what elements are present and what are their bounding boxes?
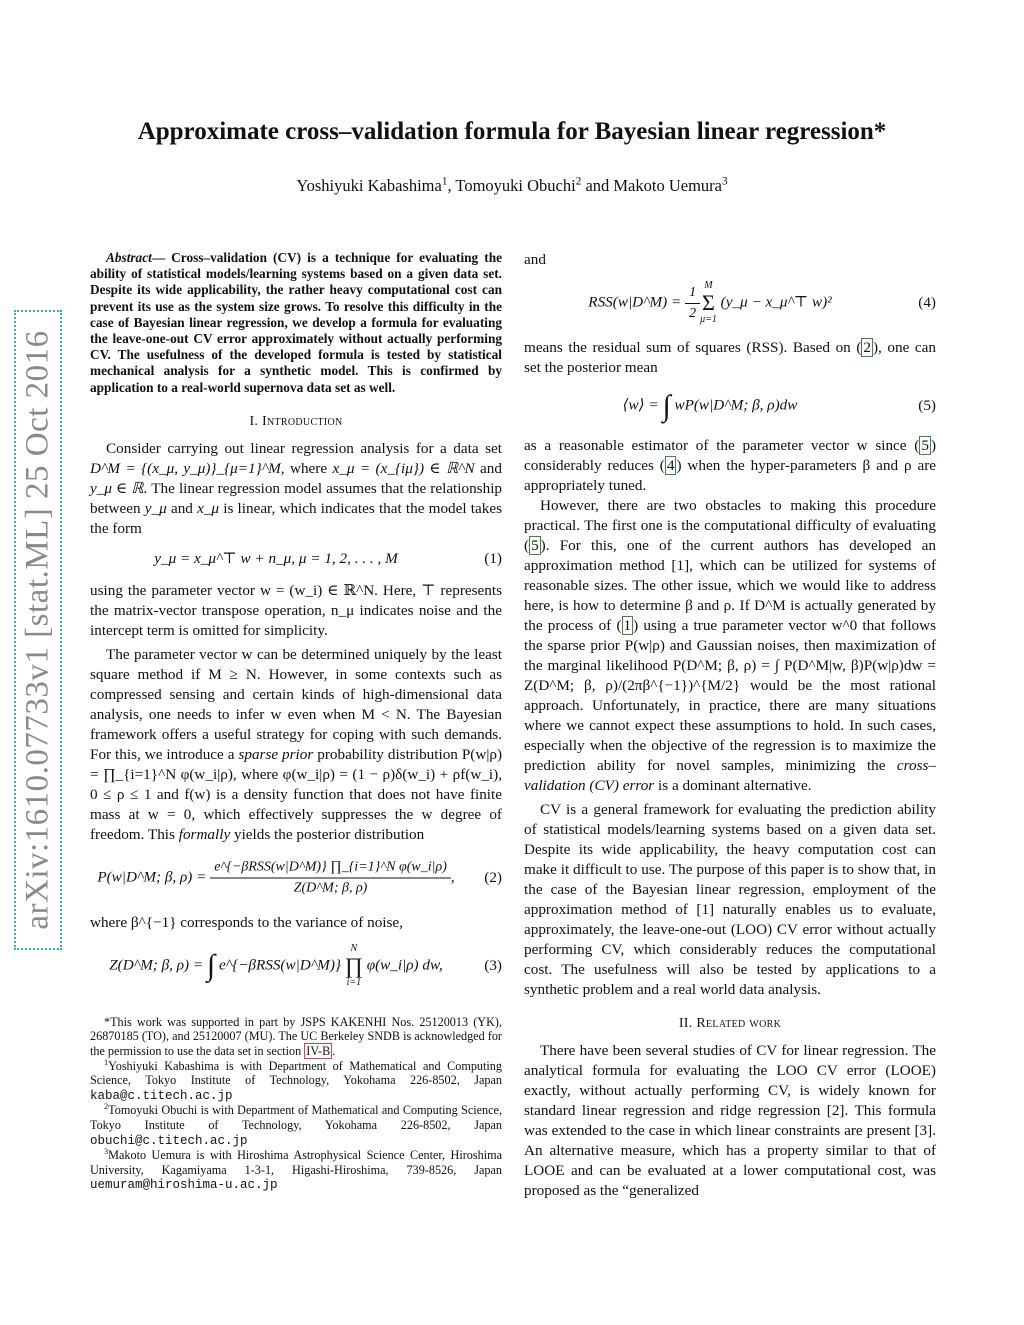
equation-integrand: wP(w|D^M; β, ρ)dw: [670, 396, 798, 414]
math-inline: D^M = {(x_μ, y_μ)}_{μ=1}^M: [90, 459, 281, 477]
math-inline: y_μ ∈ ℝ: [90, 479, 144, 497]
text-run: and: [166, 499, 198, 517]
fraction: [210, 857, 451, 898]
text-run: and: [474, 459, 502, 477]
paragraph: There have been several studies of CV for linear regression. The analytical formula for evaluating the LOO CV error (LOOE) exactly, without actually performing CV, is widely known for standard linear regression and ridge regression [2]. This formula was extended to the case in which linear constraints are present [3]. An alternative measure, which has a property similar to that of LOOE and can be evaluated at a lower computational cost, was proposed as the “generalized: [524, 1042, 936, 1199]
fraction-denominator: 2: [689, 305, 697, 321]
paragraph: [524, 436, 936, 496]
abstract: [90, 250, 502, 396]
abstract-text: — Cross–validation (CV) is a technique for evaluating the ability of statistical models/learning systems based on a given data set. Despite its wide applicability, the rather heavy computational cost can prevent its use as the system size grows. To resolve this difficulty in the case of Bayesian linear regression, we develop a formula for evaluating the leave-one-out CV error approximately without actually performing CV. The usefulness of the developed formula is tested by statistical mechanical analysis for a synthetic model. This is confirmed by application to a real-world supernova data set as well.: [90, 250, 502, 395]
equation-lhs: P(w|D^M; β, ρ) =: [97, 868, 211, 886]
arxiv-stamp[interactable]: [14, 310, 62, 950]
equation-4: [524, 276, 936, 330]
text-run: ) using a true parameter vector w^0 that follows the sparse prior P(w|ρ) and Gaussian noises, then maximization of the marginal likelihood P(D^M; β, ρ) = ∫ P(D^M|w, β)P(w|ρ)dw = Z(D^M; β, ρ)/(2πβ^{−1})^{M/2} would be the most rational approach. Unfortunately, in practice, there are many situations where we cannot expect these assumptions to hold. In such cases, especially when the objective of the regression is to maximize the prediction ability for novel samples, minimizing the: [524, 617, 937, 774]
equation-integrand: e^{−βRSS(w|D^M)}: [215, 956, 345, 974]
operator-lower-limit: i=1: [346, 976, 362, 988]
paper-title: Approximate cross–validation formula for Bayesian linear regression*: [137, 118, 887, 145]
author-name: Tomoyuki Obuchi: [455, 176, 576, 195]
email-address[interactable]: kaba@c.titech.ac.jp: [90, 1088, 233, 1103]
author-name: Yoshiyuki Kabashima: [296, 176, 442, 195]
sum-sign: Σ: [702, 290, 715, 315]
author-affiliation-mark: 1: [441, 175, 448, 188]
section-title: Related work: [696, 1016, 782, 1031]
text-run: is a dominant alternative.: [654, 777, 812, 794]
integral-sign: ∫: [206, 948, 216, 982]
paragraph: [524, 338, 936, 378]
equation-link[interactable]: 4: [666, 457, 675, 474]
equation-link[interactable]: 1: [623, 617, 632, 634]
equation-body: [524, 389, 896, 423]
author-separator: and: [581, 176, 614, 195]
equation-link[interactable]: 5: [921, 437, 929, 454]
paragraph: using the parameter vector w = (w_i) ∈ ℝ^N. Here, ⊤ represents the matrix-vector transpose operation, n_μ indicates noise and the intercept term is omitted for simplicity.: [90, 581, 502, 639]
section-heading-introduction: [90, 412, 502, 432]
equation-tail: φ(w_i|ρ) dw,: [362, 956, 443, 974]
sum-operator: [700, 280, 717, 326]
text-run: ) when the hyper-parameters β and ρ are appropriately tuned.: [524, 457, 936, 494]
text-run: The parameter vector w can be determined uniquely by the least square method if M ≥ N. However, in some contexts such as compressed sensing and certain kinds of high-dimensional data analysis, one needs to infer w even when M < N. The Bayesian framework offers a useful strategy for coping with such demands. For this, we introduce a: [90, 645, 502, 763]
emphasis: sparse prior: [238, 745, 314, 763]
footnotes: [90, 1015, 502, 1193]
section-number: II.: [678, 1016, 697, 1031]
paragraph: [90, 645, 502, 845]
text-run: Tomoyuki Obuchi is with Department of Mathematical and Computing Science, Tokyo Institute of Technology, Yokohama 226-8502, Japan: [90, 1103, 502, 1132]
section-title: Introduction: [262, 413, 343, 429]
text-run: probability distribution P(w|ρ) = ∏_{i=1}^N φ(w_i|ρ), where φ(w_i|ρ) = (1 − ρ)δ(w_i) + ρf(w_i), 0 ≤ ρ ≤ 1 and f(w) is a density function that does not have finite mass at w = 0, which effectively suppresses the w degree of freedom. This: [90, 745, 502, 843]
equation-tail: ,: [450, 868, 455, 886]
email-address[interactable]: uemuram@hiroshima-u.ac.jp: [90, 1178, 278, 1193]
text-run: is linear, which indicates that the model takes the form: [90, 499, 503, 537]
fraction-numerator: e^{−βRSS(w|D^M)} ∏_{i=1}^N φ(w_i|ρ): [210, 857, 451, 878]
right-column: [524, 250, 936, 1201]
equation-body: [90, 943, 462, 989]
emphasis: formally: [178, 825, 231, 843]
equation-link[interactable]: 2: [863, 339, 871, 356]
text-run: Makoto Uemura is with Hiroshima Astrophysical Science Center, Hiroshima University, Kagamiyama 1-3-1, Higashi-Hiroshima, 739-8526, Japan: [90, 1148, 502, 1177]
paragraph: and: [524, 251, 546, 268]
section-link[interactable]: IV-B: [306, 1044, 331, 1059]
text-run: yields the posterior distribution: [230, 825, 425, 843]
equation-number: (1): [484, 549, 502, 567]
text-run: ) considerably reduces (: [524, 437, 936, 474]
footnote-mark: 1: [104, 1057, 109, 1067]
text-run: means the residual sum of squares (RSS). Based on (: [524, 339, 862, 356]
text-run: .: [332, 1044, 336, 1059]
arxiv-stamp-text: arXiv:1610.07733v1 [stat.ML] 25 Oct 2016: [19, 330, 56, 930]
fraction-denominator: Z(D^M; β, ρ): [293, 880, 368, 896]
footnote-affiliation: [90, 1059, 502, 1104]
text-run: Yoshiyuki Kabashima is with Department of Mathematical and Computing Science, Tokyo Institute of Technology, Yokohama 226-8502, Japan: [90, 1058, 502, 1088]
abstract-label: Abstract: [106, 250, 152, 265]
math-inline: x_μ: [197, 499, 220, 517]
paragraph: [90, 439, 502, 539]
text-run: However, there are two obstacles to making this procedure practical. The first one is the computational difficulty of evaluating (: [524, 497, 936, 554]
equation-5: [524, 384, 936, 428]
text-run: , where: [280, 459, 333, 477]
footnote-funding: [90, 1015, 502, 1059]
text-run: as a reasonable estimator of the parameter vector w since (: [524, 437, 920, 454]
equation-tail: (y_μ − x_μ^⊤ w)²: [716, 293, 832, 311]
equation-number: (3): [484, 956, 502, 974]
equation-2: [90, 851, 502, 905]
text-run: ). For this, one of the current authors has developed an approximation method [1], which can be utilized for systems of reasonable sizes. The other issue, which we would like to address here, is how to determine β and ρ. If D^M is actually generated by the process of (: [524, 537, 936, 634]
footnote-mark: 2: [104, 1102, 109, 1112]
operator-upper-limit: N: [350, 942, 358, 954]
product-operator: [345, 943, 363, 989]
text-run: Consider carrying out linear regression analysis for a data set: [106, 439, 502, 457]
text-run: ), one can set the posterior mean: [524, 339, 937, 376]
paragraph: CV is a general framework for evaluating the prediction ability of statistical models/learning systems based on a given data set. Despite its wide applicability, the heavy computation cost can make it difficult to use. The purpose of this paper is to show that, in the case of the Bayesian linear regression, employment of the approximation method of [1] naturally enables us to evaluate, approximately, the leave-one-out (LOO) CV error without actually performing CV, which considerably reduces the computational cost. The usefulness will also be tested by applications to a synthetic problem and a real world data analysis.: [524, 801, 936, 998]
author-separator: ,: [447, 176, 456, 195]
equation-body: y_μ = x_μ^⊤ w + n_μ, μ = 1, 2, . . . , M: [154, 549, 398, 567]
math-inline: x_μ = (x_{iμ}) ∈ ℝ^N: [332, 459, 475, 477]
math-inline: y_μ: [144, 499, 167, 517]
integral-sign: ∫: [662, 389, 671, 423]
author-name: Makoto Uemura: [613, 176, 722, 195]
footnote-mark: 3: [104, 1147, 109, 1157]
author-affiliation-mark: 2: [575, 175, 582, 188]
equation-number: (4): [918, 294, 936, 311]
section-heading-related-work: [524, 1014, 936, 1034]
equation-number: (2): [484, 868, 502, 886]
left-column: [90, 250, 502, 1193]
section-number: I.: [249, 413, 263, 429]
equation-number: (5): [918, 397, 936, 414]
email-address[interactable]: obuchi@c.titech.ac.jp: [90, 1133, 248, 1148]
equation-lhs: ⟨w⟩ =: [622, 396, 663, 414]
paragraph: where β^{−1} corresponds to the variance of noise,: [90, 913, 403, 931]
text-run: *This work was supported in part by JSPS KAKENHI Nos. 25120013 (YK), 26870185 (TO), and 25120007 (MU). The UC Berkeley SNDB is acknowledged for the permission to use the data set in section: [90, 1014, 502, 1059]
equation-link[interactable]: 5: [531, 537, 539, 554]
equation-1: [90, 545, 502, 573]
equation-3: [90, 939, 502, 993]
text-run: . The linear regression model assumes that the relationship between: [90, 479, 503, 517]
equation-lhs: RSS(w|D^M) =: [588, 293, 686, 311]
fraction-numerator: 1: [685, 283, 700, 304]
equation-lhs: Z(D^M; β, ρ) =: [109, 956, 207, 974]
equation-body: [90, 857, 462, 898]
operator-lower-limit: μ=1: [700, 314, 717, 325]
operator-upper-limit: M: [704, 280, 713, 291]
paragraph: [524, 496, 936, 796]
product-sign: ∏: [344, 952, 363, 978]
author-list: [70, 176, 954, 196]
footnote-affiliation: [90, 1103, 502, 1148]
footnote-affiliation: [90, 1148, 502, 1193]
emphasis: cross–validation (CV) error: [524, 757, 936, 794]
equation-body: [524, 280, 896, 326]
fraction: [685, 283, 700, 324]
author-affiliation-mark: 3: [722, 175, 728, 188]
